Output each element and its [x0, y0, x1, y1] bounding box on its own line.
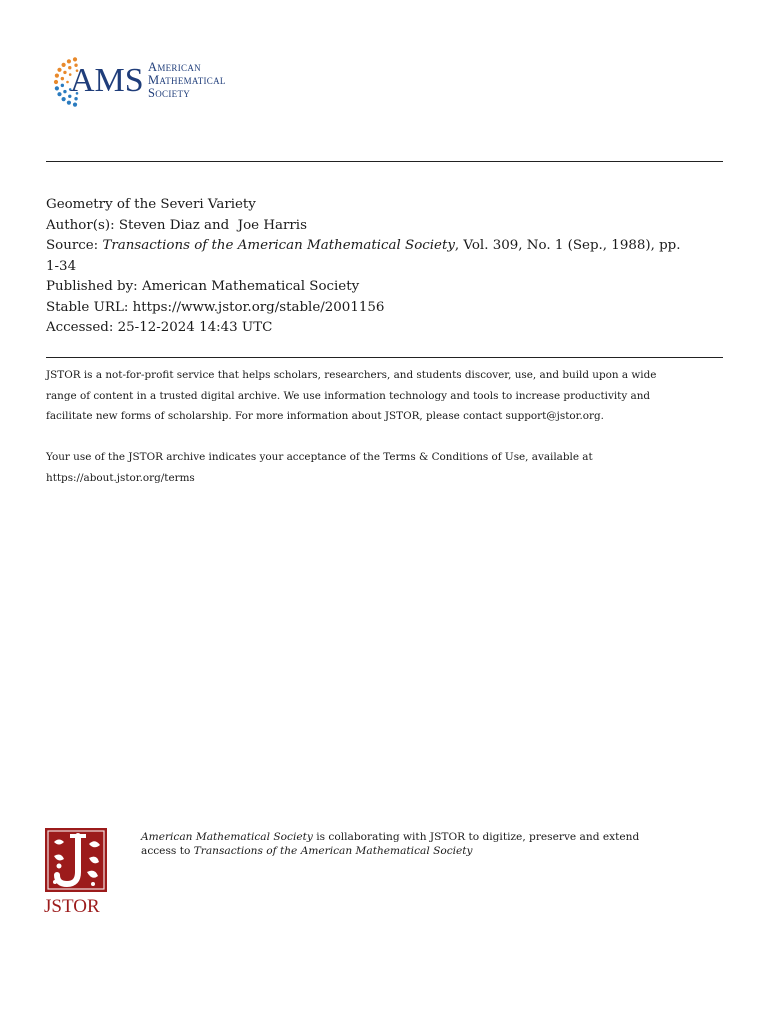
- source-label: Source:: [46, 238, 99, 253]
- article-metadata: [46, 195, 726, 339]
- source-line: [46, 236, 726, 257]
- ams-dot: [57, 92, 61, 96]
- ams-dot: [73, 103, 77, 107]
- source-journal: Transactions of the American Mathematical Society: [102, 238, 455, 253]
- ams-dot: [61, 84, 64, 87]
- collaboration-statement: [141, 831, 701, 858]
- ams-dot: [73, 57, 77, 61]
- collab-publisher: American Mathematical Society: [141, 831, 313, 843]
- collab-journal: Transactions of the American Mathematical Society: [193, 844, 473, 857]
- ams-dot: [63, 71, 66, 74]
- terms-url-link[interactable]: https://about.jstor.org/terms: [46, 471, 195, 484]
- ams-dot: [66, 81, 69, 84]
- jstor-emblem-icon: [45, 828, 107, 892]
- ams-dot: [62, 63, 66, 67]
- stable-url-line: [46, 298, 726, 319]
- jstor-notice-paragraph: [46, 365, 726, 427]
- jstor-logo: [44, 828, 110, 920]
- jstor-wordmark: JSTOR: [44, 896, 100, 917]
- accessed-date: 25-12-2024 14:43 UTC: [117, 320, 273, 335]
- middle-divider: [46, 357, 723, 358]
- published-line: [46, 277, 726, 298]
- ams-dot: [55, 74, 59, 78]
- collab-access-text: access to: [141, 844, 194, 857]
- source-details: , Vol. 309, No. 1 (Sep., 1988), pp.: [454, 238, 681, 253]
- ams-dot: [62, 97, 66, 101]
- published-label: Published by:: [46, 279, 138, 294]
- ams-logo: [52, 56, 262, 108]
- collab-line-2: [141, 845, 701, 859]
- collab-line-1: [141, 831, 701, 845]
- ams-dot: [67, 101, 71, 105]
- top-divider: [46, 161, 723, 162]
- ams-name-line-2: Mathematical: [148, 73, 226, 87]
- accessed-label: Accessed:: [46, 320, 114, 335]
- terms-line: Your use of the JSTOR archive indicates your acceptance of the Terms & Conditions of Use, available at: [46, 451, 593, 463]
- ams-dot: [63, 90, 66, 93]
- source-pages: 1-34: [46, 258, 77, 274]
- ams-dot: [55, 86, 59, 90]
- accessed-line: [46, 318, 726, 339]
- notice-line: JSTOR is a not-for-profit service that helps scholars, researchers, and students discover, use, and build upon a wide: [46, 369, 657, 381]
- notice-line: facilitate new forms of scholarship. For more information about JSTOR, please contact support@jstor.org.: [46, 410, 604, 422]
- stable-url-link[interactable]: https://www.jstor.org/stable/2001156: [132, 299, 385, 315]
- ams-dot: [54, 80, 58, 84]
- authors-line: [46, 216, 726, 237]
- stable-url-label: Stable URL:: [46, 299, 129, 315]
- ams-name-line-3: Society: [148, 86, 191, 100]
- ams-acronym: AMS: [70, 62, 144, 99]
- collab-text: is collaborating with JSTOR to digitize, preserve and extend: [312, 831, 640, 843]
- article-title: Geometry of the Severi Variety: [46, 197, 256, 212]
- ams-dot: [61, 77, 64, 80]
- ams-dot: [57, 68, 61, 72]
- authors-label: Author(s):: [46, 217, 115, 233]
- notice-line: range of content in a trusted digital archive. We use information technology and tools to increase productivity and: [46, 389, 651, 402]
- ams-name: [148, 61, 226, 100]
- authors: Steven Diaz and Joe Harris: [118, 217, 307, 233]
- terms-paragraph: [46, 447, 726, 488]
- publisher: American Mathematical Society: [141, 279, 360, 294]
- ams-name-line-1: American: [148, 60, 201, 74]
